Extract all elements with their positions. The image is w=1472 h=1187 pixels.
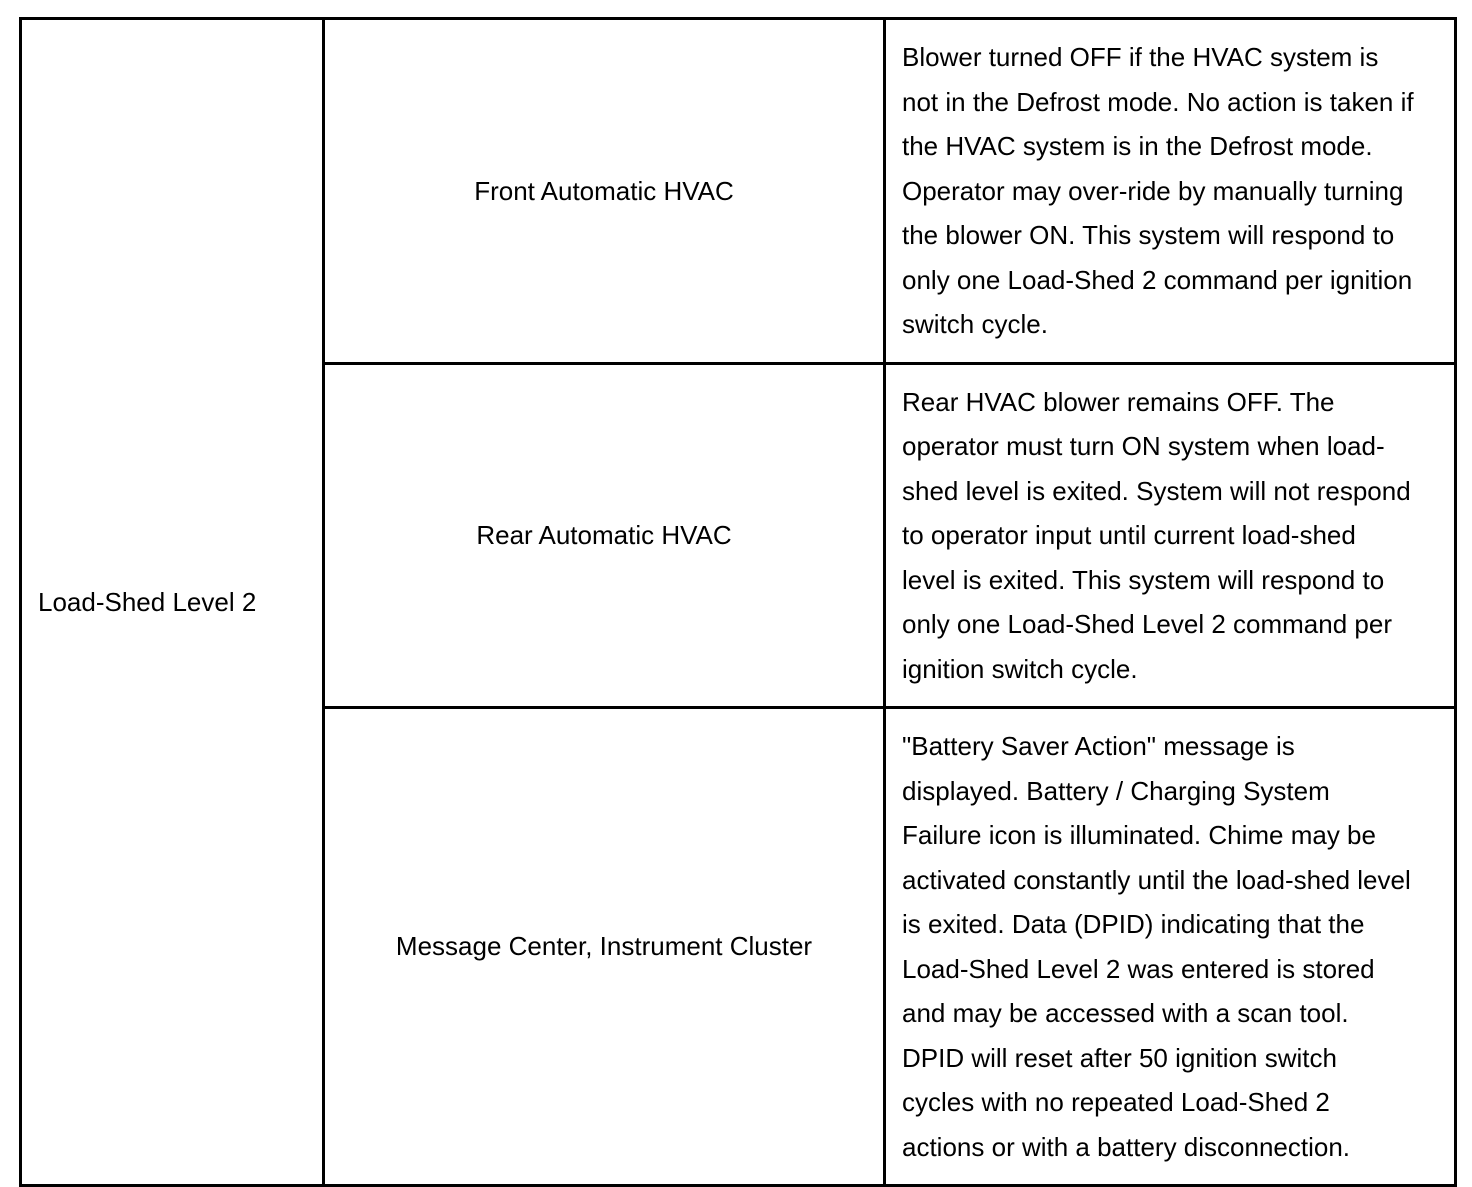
action-cell-message-center — [885, 708, 1456, 1186]
system-name: Message Center, Instrument Cluster — [395, 931, 813, 962]
action-description: "Battery Saver Action" message is displayed. Battery / Charging System Failure icon is illuminated. Chime may be activated constantly until the load-shed level is exited. Data (DPID) indicating that the Load-Shed Level 2 was entered is stored and may be accessed with a scan tool. DPID will reset after 50 ignition switch cycles with no repeated Load-Shed 2 actions or with a battery disconnection. — [902, 731, 1411, 1162]
action-description: Rear HVAC blower remains OFF. The operator must turn ON system when load-shed level is exited. System will not respond to operator input until current load-shed level is exited. This system will respond to only one Load-Shed Level 2 command per ignition switch cycle. — [902, 386, 1411, 684]
load-shed-level-label: Load-Shed Level 2 — [38, 586, 257, 617]
action-cell-rear-hvac — [885, 363, 1456, 708]
system-cell-rear-hvac — [324, 363, 885, 708]
action-description: Blower turned OFF if the HVAC system is not in the Defrost mode. No action is taken if the HVAC system is in the Defrost mode. Operator may over-ride by manually turning the blower ON. This system will respond to only one Load-Shed 2 command per ignition switch cycle. — [902, 42, 1414, 339]
system-name: Rear Automatic HVAC — [476, 520, 732, 550]
action-cell-front-hvac — [885, 19, 1456, 364]
system-name: Front Automatic HVAC — [474, 175, 734, 206]
system-cell-message-center — [324, 708, 885, 1186]
load-shed-level-cell — [21, 19, 324, 1186]
system-cell-front-hvac — [324, 19, 885, 364]
table-row — [21, 19, 1456, 364]
load-shed-table — [19, 17, 1457, 1187]
